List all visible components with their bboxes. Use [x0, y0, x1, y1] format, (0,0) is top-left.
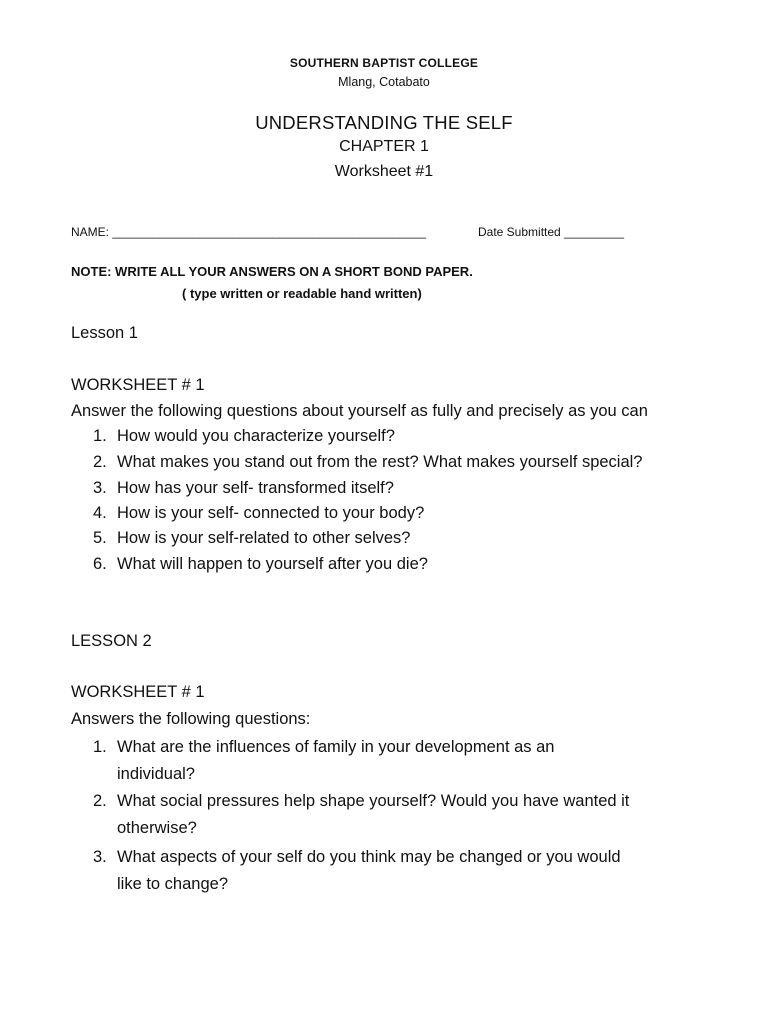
list-item-number: 1. — [93, 427, 107, 445]
lesson2-worksheet-heading: WORKSHEET # 1 — [71, 683, 205, 701]
date-submitted-line: Date Submitted _________ — [478, 225, 625, 239]
list-item-continuation: like to change? — [117, 875, 228, 893]
worksheet-label: Worksheet #1 — [334, 163, 434, 180]
name-field-line: NAME: _______________________________________________ — [71, 225, 427, 239]
college-name: SOUTHERN BAPTIST COLLEGE — [289, 56, 479, 70]
list-item-number: 5. — [93, 529, 107, 547]
list-item: What aspects of your self do you think may be changed or you would — [117, 848, 621, 866]
list-item: How is your self-related to other selves? — [117, 529, 411, 547]
lesson1-instruction: Answer the following questions about yourself as fully and precisely as you can — [71, 402, 648, 420]
list-item-number: 6. — [93, 555, 107, 573]
lesson1-worksheet-heading: WORKSHEET # 1 — [71, 376, 205, 394]
list-item: How would you characterize yourself? — [117, 427, 395, 445]
note-subinstruction: ( type written or readable hand written) — [182, 286, 422, 301]
lesson2-heading: LESSON 2 — [71, 632, 152, 650]
list-item-number: 3. — [93, 848, 107, 866]
list-item: What social pressures help shape yourself? Would you have wanted it — [117, 792, 630, 810]
list-item: How is your self- connected to your body? — [117, 504, 425, 522]
note-instruction: NOTE: WRITE ALL YOUR ANSWERS ON A SHORT BOND PAPER. — [71, 264, 473, 279]
list-item-number: 2. — [93, 792, 107, 810]
list-item-continuation: individual? — [117, 765, 195, 783]
lesson2-instruction: Answers the following questions: — [71, 710, 311, 728]
list-item: How has your self- transformed itself? — [117, 479, 394, 497]
college-location: Mlang, Cotabato — [338, 75, 430, 89]
list-item-number: 1. — [93, 738, 107, 756]
list-item: What are the influences of family in your development as an — [117, 738, 555, 756]
lesson1-heading: Lesson 1 — [71, 324, 138, 342]
list-item-number: 4. — [93, 504, 107, 522]
document-title: UNDERSTANDING THE SELF — [255, 112, 513, 133]
list-item: What will happen to yourself after you die? — [117, 555, 428, 573]
chapter-label: CHAPTER 1 — [339, 138, 429, 155]
list-item-number: 3. — [93, 479, 107, 497]
list-item: What makes you stand out from the rest? What makes yourself special? — [117, 453, 643, 471]
list-item-continuation: otherwise? — [117, 819, 197, 837]
list-item-number: 2. — [93, 453, 107, 471]
